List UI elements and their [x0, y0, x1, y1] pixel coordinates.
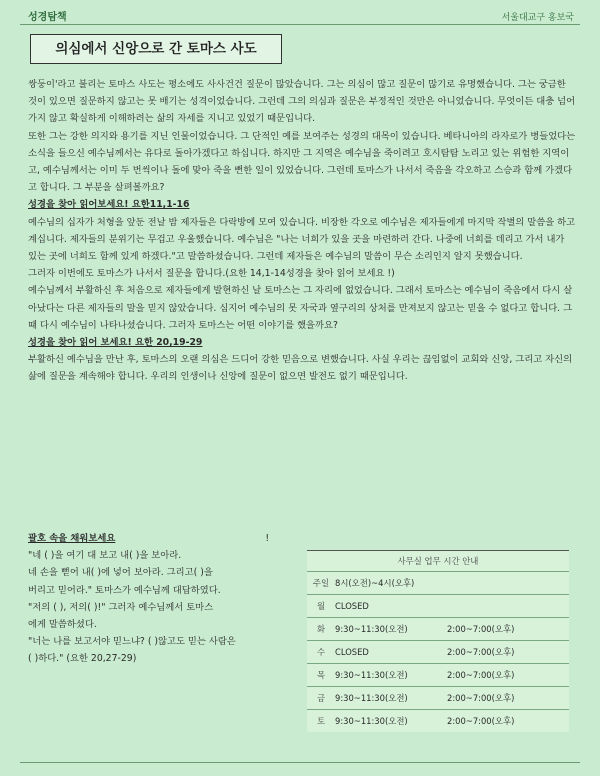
pm-cell: 2:00~7:00(오후) — [447, 641, 569, 664]
article-body — [28, 76, 576, 386]
pm-cell: 2:00~7:00(오후) — [447, 618, 569, 641]
section-1-paragraph-1: 예수님의 십자가 처형을 앞둔 전날 밤 제자들은 다락방에 모여 있습니다. 비장한 각오로 예수님은 제자들에게 마지막 작별의 말씀을 하고 계십니다. 제자들의 분위기는 무겁고 우울했습니다. 예수님은 "나는 너희가 있을 곳을 마련하러 간다. 나중에 너희를 데리고 가서 내가 있는 곳에 너희도 함께 있게 하겠다."고 말씀하셨습니다. 그런데 제자들은 예수님의 말씀이 무슨 소리인지 알지 못했습니다. — [28, 216, 576, 263]
table-row — [307, 572, 569, 595]
table-row — [307, 710, 569, 733]
section-1-paragraph-2: 그러자 이번에도 토마스가 나서서 질문을 합니다.(요한 14,1-14성경을 찾아 읽어 보세요 !) — [28, 268, 395, 280]
day-cell: 화 — [307, 618, 335, 641]
page-title: 의심에서 신앙으로 간 토마스 사도 — [30, 34, 282, 64]
intro-paragraph-2: 또한 그는 강한 의지와 용기를 지닌 인물이었습니다. 그 단적인 예를 보여주는 성경의 대목이 있습니다. 베타니아의 라자로가 병들었다는 소식을 들으신 예수님께서는 유다로 돌아가겠다고 하십니다. 하지만 그 지역은 예수님을 죽이려고 호시탐탐 노리고 있는 위험한 지역이고, 예수님께서는 이미 두 번씩이나 돌에 맞아 죽을 뻔한 일이 있었습니다. 그런데 토마스가 나서서 죽음을 각오하고 스승과 함께 가겠다고 합니다. 그 부분을 살펴볼까요? — [28, 130, 576, 194]
am-cell: 9:30~11:30(오전) — [335, 618, 447, 641]
day-cell: 토 — [307, 710, 335, 733]
quiz-line-4: "저의 ( ), 저의( )!" 그러자 예수님께서 토마스 — [28, 601, 214, 613]
quiz-line-2: 네 손을 뻗어 내( )에 넣어 보아라. 그리고( )을 — [28, 567, 213, 579]
quiz-heading-line — [28, 530, 298, 547]
quiz-block — [28, 530, 298, 668]
day-cell: 월 — [307, 595, 335, 618]
header-right-label: 서울대교구 홍보국 — [501, 13, 574, 23]
section-1-heading: 성경을 찾아 읽어보세요! 요한11,1-16 — [28, 199, 190, 211]
table-row — [307, 664, 569, 687]
am-cell: 9:30~11:30(오전) — [335, 710, 447, 733]
day-cell: 주일 — [307, 572, 335, 595]
section-2-paragraph: 부활하신 예수님을 만난 후, 토마스의 오랜 의심은 드디어 강한 믿음으로 변했습니다. 사실 우리는 끊임없이 교회와 신앙, 그리고 자신의 삶에 질문을 계속해야 합니다. 우리의 인생이나 신앙에 질문이 없으면 발전도 없기 때문입니다. — [28, 354, 573, 383]
hours-cell: CLOSED — [335, 595, 569, 618]
office-hours-table — [307, 550, 569, 732]
pm-cell: 2:00~7:00(오후) — [447, 687, 569, 710]
header-divider — [20, 24, 580, 25]
am-cell: 9:30~11:30(오전) — [335, 687, 447, 710]
table-row — [307, 641, 569, 664]
quiz-line-6: "너는 나를 보고서야 믿느냐? ( )않고도 믿는 사람은 — [28, 636, 236, 648]
am-cell: CLOSED — [335, 641, 447, 664]
section-1-paragraph-3: 예수님께서 부활하신 후 처음으로 제자들에게 발현하신 날 토마스는 그 자리에 없었습니다. 그래서 토마스는 예수님이 죽음에서 다시 살아났다는 다른 제자들의 말을 믿지 않았습니다. 심지어 예수님의 못 자국과 옆구리의 상처를 만져보지 않고는 믿을 수 없다고 합니다. 그때 다시 예수님이 나타나셨습니다. 그러자 토마스는 어떤 이야기를 했을까요? — [28, 285, 573, 331]
section-2-heading: 성경을 찾아 읽어 보세요! 요한 20,19-29 — [28, 337, 203, 349]
quiz-line-3: 버리고 믿어라." 토마스가 예수님께 대답하였다. — [28, 584, 221, 596]
office-hours-title: 사무실 업무 시간 안내 — [307, 551, 569, 572]
footer-divider — [20, 762, 580, 763]
intro-paragraph-1: 쌍둥이'라고 불리는 토마스 사도는 평소에도 사사건건 질문이 많았습니다. 그는 의심이 많고 질문이 많기로 유명했습니다. 그는 궁금한 것이 있으면 질문하지 않고는 못 배기는 성격이었습니다. 그런데 그의 의심과 질문은 부정적인 것만은 아니었습니다. 무엇이든 대충 넘어가지 않고 확실하게 이해하려는 삶의 자세를 지니고 있었기 때문입니다. — [28, 79, 576, 125]
header-left-label: 성경탐책 — [28, 12, 67, 23]
quiz-line-1: "네 ( )을 여기 대 보고 내( )을 보아라. — [28, 550, 182, 562]
table-row — [307, 618, 569, 641]
quiz-mark: ! — [265, 533, 270, 544]
table-row — [307, 595, 569, 618]
hours-cell: 8시(오전)~4시(오후) — [335, 572, 569, 595]
day-cell: 금 — [307, 687, 335, 710]
quiz-line-5: 에게 말씀하셨다. — [28, 619, 97, 631]
pm-cell: 2:00~7:00(오후) — [447, 710, 569, 733]
am-cell: 9:30~11:30(오전) — [335, 664, 447, 687]
table-row — [307, 687, 569, 710]
quiz-line-7: ( )하다." (요한 20,27-29) — [28, 653, 137, 665]
pm-cell: 2:00~7:00(오후) — [447, 664, 569, 687]
quiz-heading: 괄호 속을 채워보세요 — [28, 533, 116, 544]
day-cell: 수 — [307, 641, 335, 664]
day-cell: 목 — [307, 664, 335, 687]
